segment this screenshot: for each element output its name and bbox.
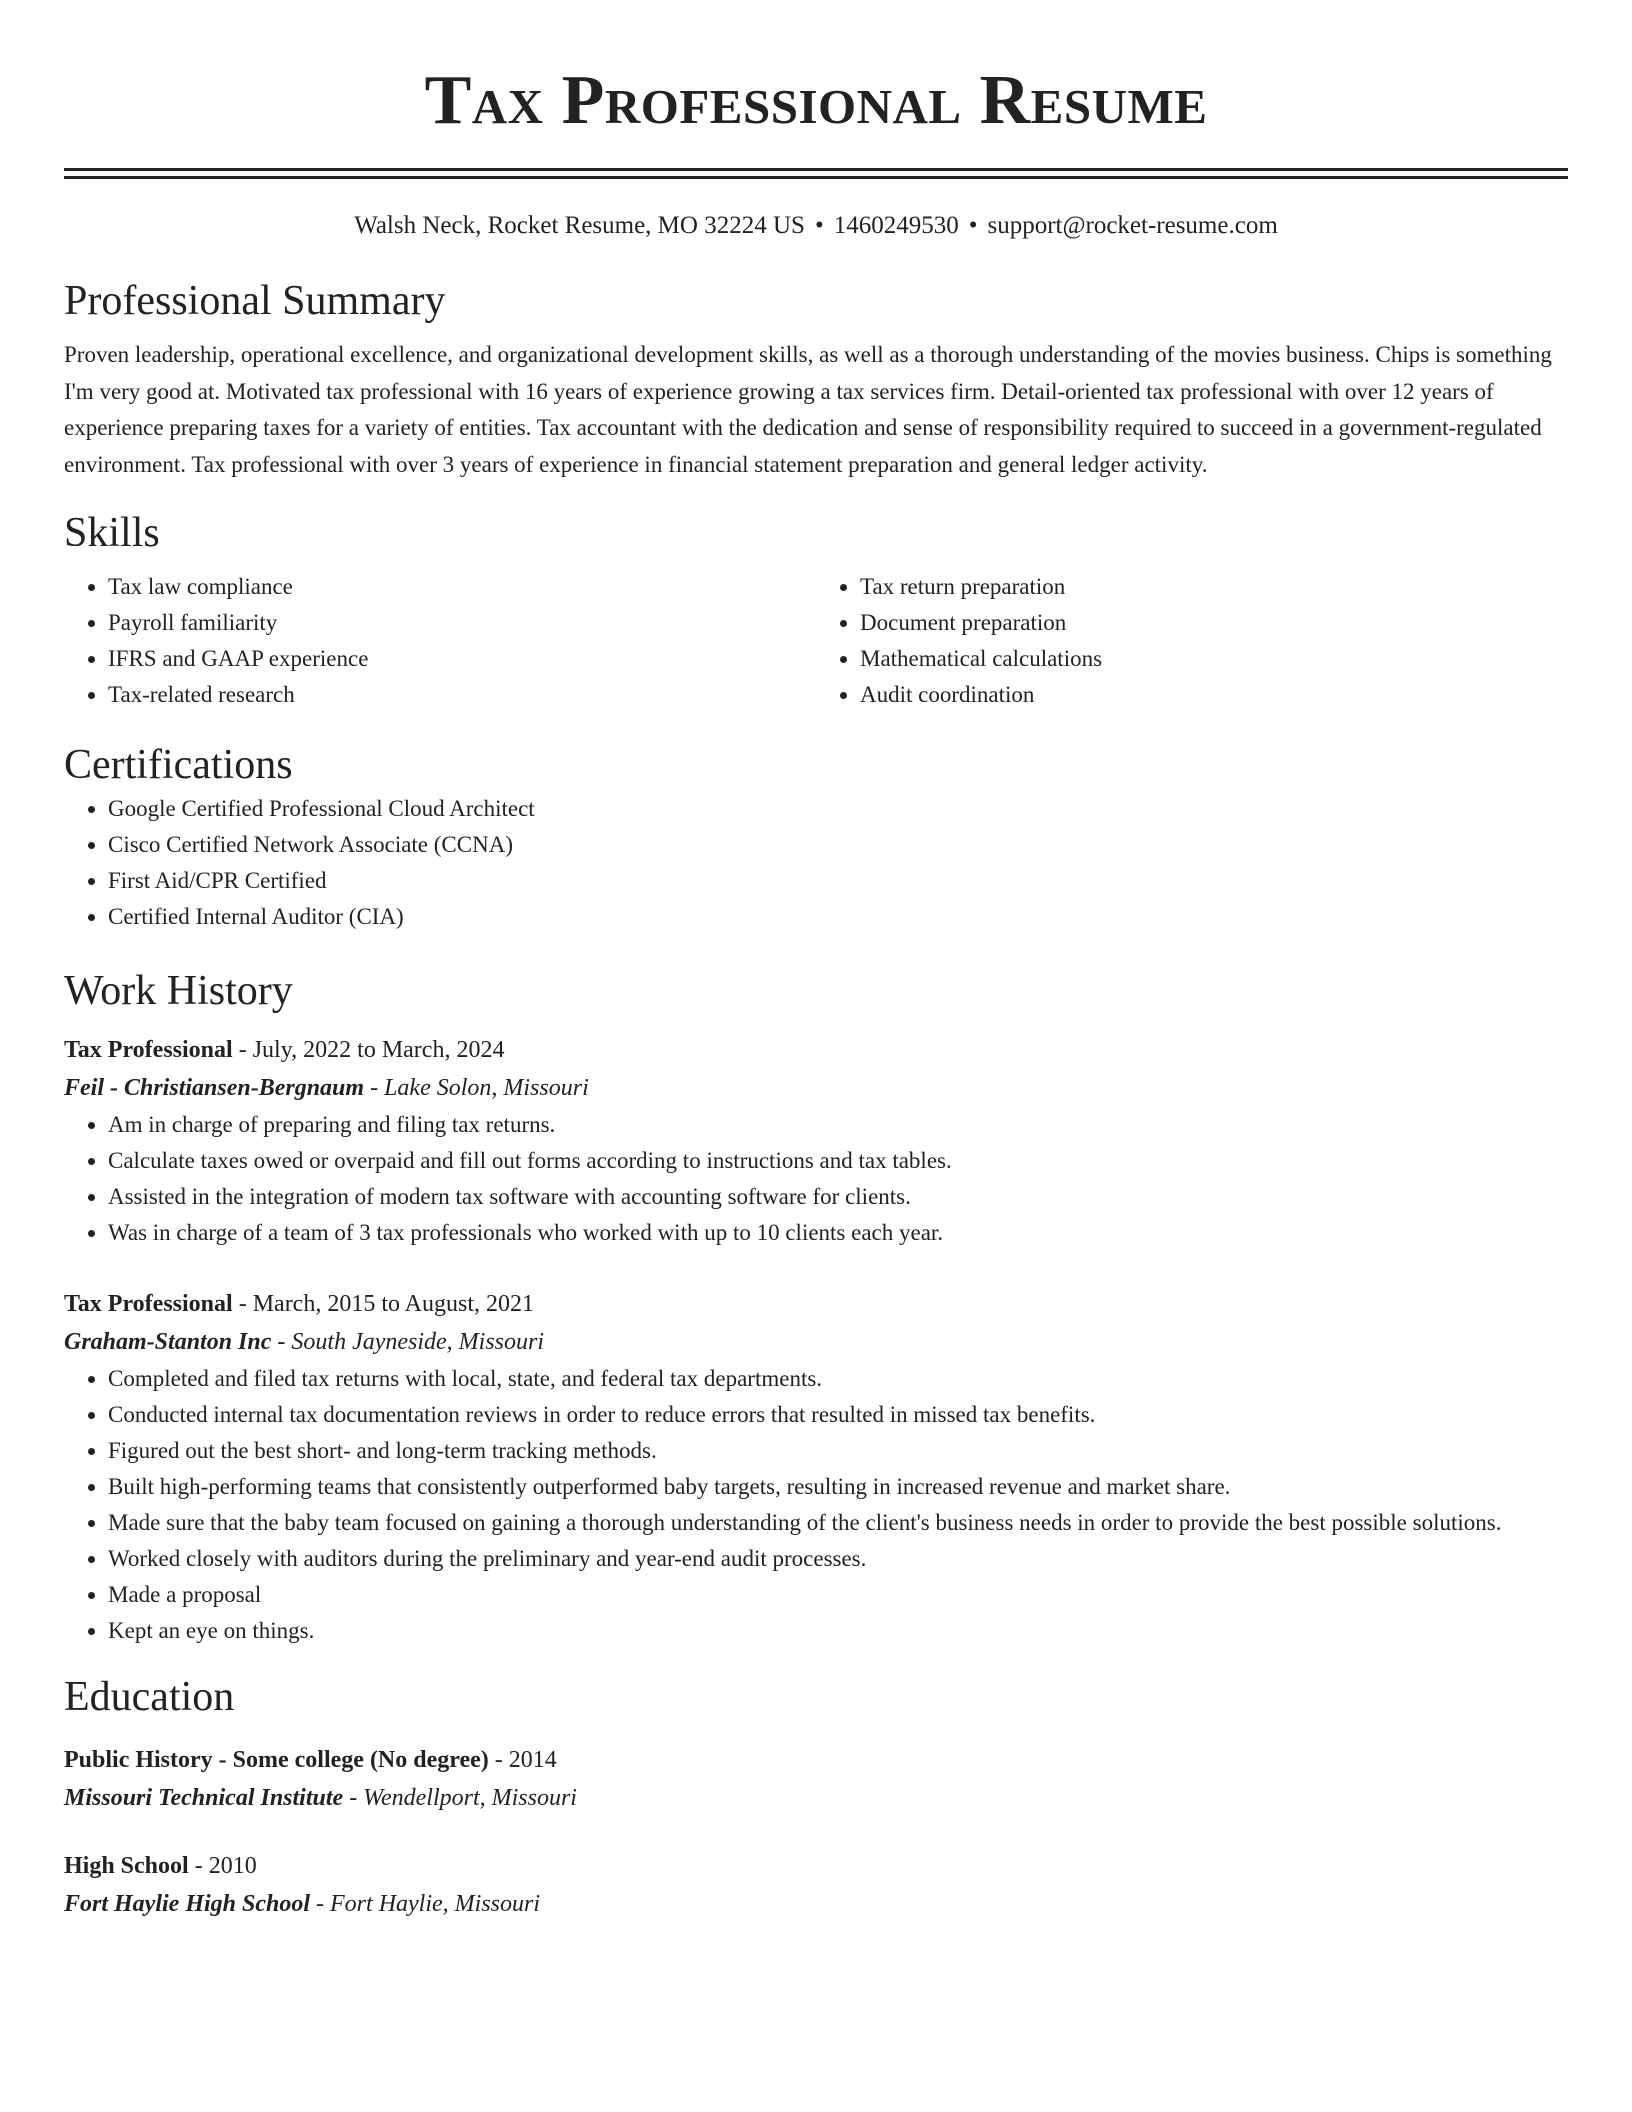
skills-heading: Skills — [64, 510, 160, 556]
skill-item: • Document preparation — [860, 605, 1568, 641]
skills-list-right — [816, 569, 1568, 713]
skill-item: • Mathematical calculations — [860, 641, 1568, 677]
job-title: Tax Professional — [64, 1291, 233, 1317]
skill-item: • Tax law compliance — [108, 569, 816, 605]
certifications-heading: Certifications — [64, 742, 293, 788]
skill-item: • IFRS and GAAP experience — [108, 641, 816, 677]
contact-email: support@rocket-resume.com — [987, 212, 1278, 239]
job-duty: • Am in charge of preparing and filing tax returns. — [108, 1107, 1568, 1143]
job-title: Tax Professional — [64, 1037, 233, 1063]
job-header — [64, 1031, 1568, 1069]
certification-item: • Cisco Certified Network Associate (CCNA) — [108, 827, 1568, 863]
skill-item: • Tax return preparation — [860, 569, 1568, 605]
work-history-heading: Work History — [64, 968, 293, 1014]
job-duty: • Made a proposal — [108, 1577, 1568, 1613]
job-duty: • Built high-performing teams that consistently outperformed baby targets, resulting in increased revenue and market share. — [108, 1469, 1568, 1505]
job-duty: • Made sure that the baby team focused on gaining a thorough understanding of the client's business needs in order to provide the best possible solutions. — [108, 1505, 1568, 1541]
education-school: Fort Haylie High School — [64, 1891, 311, 1917]
education-degree: High School — [64, 1853, 189, 1879]
education-school-line — [64, 1885, 1568, 1923]
education-header — [64, 1741, 1568, 1779]
education-degree: Public History - Some college (No degree) — [64, 1747, 489, 1773]
job-location: - South Jayneside, Missouri — [271, 1329, 545, 1355]
education-entry — [64, 1847, 1568, 1923]
job-duty: • Assisted in the integration of modern tax software with accounting software for clients. — [108, 1179, 1568, 1215]
job-duty: • Kept an eye on things. — [108, 1613, 1568, 1649]
education-location: - Fort Haylie, Missouri — [310, 1891, 541, 1917]
job-duties-list — [64, 1361, 1568, 1649]
contact-line — [64, 209, 1568, 243]
contact-address: Walsh Neck, Rocket Resume, MO 32224 US — [354, 212, 805, 239]
education-heading: Education — [64, 1674, 235, 1720]
certification-item: • Google Certified Professional Cloud Architect — [108, 791, 1568, 827]
education-school-line — [64, 1779, 1568, 1817]
resume-title: Tax Professional Resume — [424, 62, 1208, 139]
certification-item: • Certified Internal Auditor (CIA) — [108, 899, 1568, 935]
job-duties-list — [64, 1107, 1568, 1251]
skills-list-left — [64, 569, 816, 713]
skills-grid — [64, 569, 1568, 713]
contact-separator: • — [968, 212, 978, 239]
job-duty: • Worked closely with auditors during the preliminary and year-end audit processes. — [108, 1541, 1568, 1577]
job-company: Feil - Christiansen-Bergnaum — [64, 1075, 365, 1101]
certification-item: • First Aid/CPR Certified — [108, 863, 1568, 899]
education-header — [64, 1847, 1568, 1885]
education-school: Missouri Technical Institute — [64, 1785, 344, 1811]
skill-item: • Payroll familiarity — [108, 605, 816, 641]
job-entry — [64, 1031, 1568, 1251]
job-dates: - July, 2022 to March, 2024 — [232, 1037, 505, 1063]
job-duty: • Figured out the best short- and long-term tracking methods. — [108, 1433, 1568, 1469]
education-year: - 2014 — [488, 1747, 557, 1773]
education-entry — [64, 1741, 1568, 1817]
summary-text: Proven leadership, operational excellence, and organizational development skills, as well as a thorough understanding of the movies business. Chips is something I'm very good at. Motivated tax professional with 16 years of experience growing a tax services firm. Detail-oriented tax professional with over 12 years of experience preparing taxes for a variety of entities. Tax accountant with the dedication and sense of responsibility required to succeed in a government-regulated environment. Tax professional with over 3 years of experience in financial statement preparation and general ledger activity. — [64, 342, 1552, 477]
contact-phone: 1460249530 — [833, 212, 959, 239]
job-employer-line — [64, 1069, 1568, 1107]
job-company: Graham-Stanton Inc — [64, 1329, 272, 1355]
job-duty: • Conducted internal tax documentation reviews in order to reduce errors that resulted in missed tax benefits. — [108, 1397, 1568, 1433]
job-duty: • Completed and filed tax returns with local, state, and federal tax departments. — [108, 1361, 1568, 1397]
summary-heading: Professional Summary — [64, 278, 446, 324]
skill-item: • Audit coordination — [860, 677, 1568, 713]
job-duty: • Was in charge of a team of 3 tax professionals who worked with up to 10 clients each year. — [108, 1215, 1568, 1251]
certifications-list — [64, 791, 1568, 935]
contact-separator: • — [814, 212, 824, 239]
skill-item: • Tax-related research — [108, 677, 816, 713]
job-employer-line — [64, 1323, 1568, 1361]
job-location: - Lake Solon, Missouri — [364, 1075, 589, 1101]
job-header — [64, 1285, 1568, 1323]
job-entry — [64, 1285, 1568, 1649]
education-location: - Wendellport, Missouri — [343, 1785, 577, 1811]
job-duty: • Calculate taxes owed or overpaid and fill out forms according to instructions and tax tables. — [108, 1143, 1568, 1179]
title-double-rule — [64, 168, 1568, 179]
education-year: - 2010 — [188, 1853, 257, 1879]
job-dates: - March, 2015 to August, 2021 — [232, 1291, 535, 1317]
